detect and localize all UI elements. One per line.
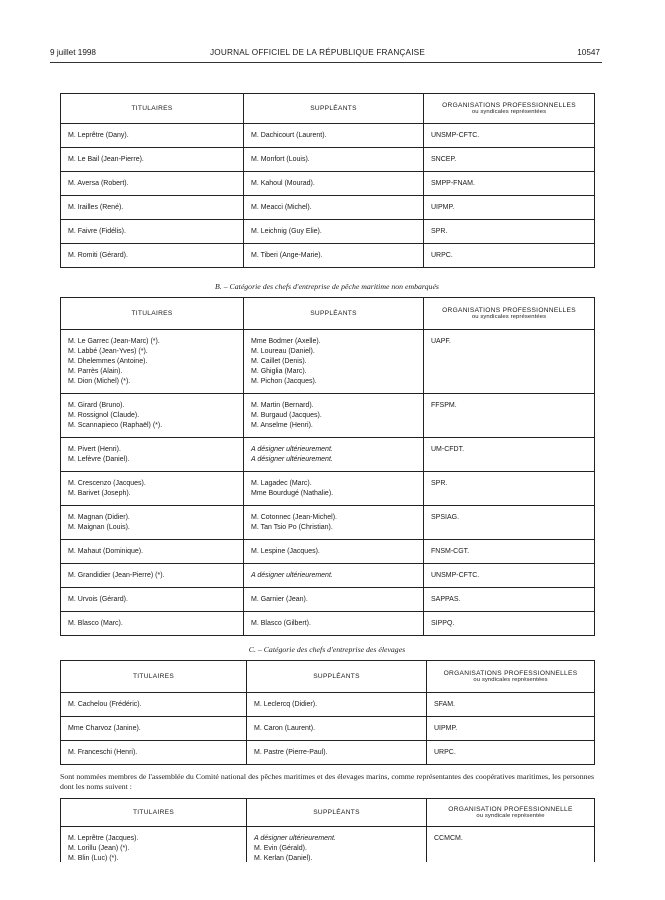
suppleant-name: M. Meacci (Michel). — [251, 203, 312, 211]
suppleants-cell — [244, 148, 424, 172]
col-suppleants: SUPPLÉANTS — [244, 94, 424, 124]
suppleant-name: Mme Bodmer (Axelle). — [251, 337, 321, 345]
titulaire-name: Mme Charvoz (Janine). — [68, 724, 141, 732]
col-titulaires: TITULAIRES — [61, 94, 244, 124]
titulaire-name: M. Le Garrec (Jean-Marc) (*). — [68, 337, 160, 345]
titulaire-name: M. Lefèvre (Daniel). — [68, 455, 130, 463]
organisation-cell: SAPPAS. — [424, 588, 595, 612]
organisation-cell: URPC. — [427, 741, 595, 765]
suppleants-cell — [244, 330, 424, 394]
table-row — [61, 220, 595, 244]
page-cutoff — [0, 862, 665, 900]
suppleants-cell — [247, 693, 427, 717]
table-row — [61, 588, 595, 612]
suppleant-name: M. Tiberi (Ange-Marie). — [251, 251, 323, 259]
table-row — [61, 741, 595, 765]
header-date: 9 juillet 1998 — [50, 48, 96, 57]
table-row — [61, 196, 595, 220]
suppleants-cell — [244, 438, 424, 472]
suppleants-cell — [244, 506, 424, 540]
col-organisations: ORGANISATIONS PROFESSIONNELLES ou syndicales représentées — [424, 94, 595, 124]
titulaire-name: M. Barivet (Joseph). — [68, 489, 131, 497]
titulaires-cell — [61, 741, 247, 765]
suppleant-name: A désigner ultérieurement. — [251, 445, 333, 453]
col-organisations: ORGANISATIONS PROFESSIONNELLES ou syndicales représentées — [424, 298, 595, 330]
organisation-cell: SMPP-FNAM. — [424, 172, 595, 196]
titulaires-cell — [61, 330, 244, 394]
titulaires-cell — [61, 506, 244, 540]
table-1 — [60, 93, 595, 268]
organisation-cell: SIPPQ. — [424, 612, 595, 636]
titulaires-cell — [61, 220, 244, 244]
col-suppleants: SUPPLÉANTS — [247, 799, 427, 827]
titulaire-name: M. Girard (Bruno). — [68, 401, 125, 409]
header-journal-title: JOURNAL OFFICIEL DE LA RÉPUBLIQUE FRANÇAISE — [210, 48, 426, 57]
organisation-cell: FNSM-CGT. — [424, 540, 595, 564]
suppleant-name: M. Lagadec (Marc). — [251, 479, 312, 487]
suppleant-name: M. Anselme (Henri). — [251, 421, 313, 429]
titulaire-name: M. Magnan (Didier). — [68, 513, 130, 521]
table-row — [61, 540, 595, 564]
suppleant-name: M. Leichnig (Guy Elie). — [251, 227, 322, 235]
suppleant-name: M. Blasco (Gilbert). — [251, 619, 311, 627]
table-row — [61, 506, 595, 540]
table-row — [61, 438, 595, 472]
organisation-cell: UIPMP. — [427, 717, 595, 741]
titulaires-cell — [61, 148, 244, 172]
organisation-cell: FFSPM. — [424, 394, 595, 438]
titulaires-cell — [61, 693, 247, 717]
suppleant-name: Mme Bourdugé (Nathalie). — [251, 489, 334, 497]
col-organisations: ORGANISATIONS PROFESSIONNELLES ou syndicales représentées — [427, 661, 595, 693]
titulaire-name: M. Mahaut (Dominique). — [68, 547, 144, 555]
table-row — [61, 717, 595, 741]
organisation-cell: SFAM. — [427, 693, 595, 717]
titulaires-cell — [61, 438, 244, 472]
titulaires-cell — [61, 472, 244, 506]
titulaire-name: M. Cachelou (Frédéric). — [68, 700, 142, 708]
table-row — [61, 472, 595, 506]
suppleants-cell — [244, 172, 424, 196]
titulaire-name: M. Rossignol (Claude). — [68, 411, 140, 419]
titulaires-cell — [61, 717, 247, 741]
suppleant-name: M. Kahoul (Mourad). — [251, 179, 315, 187]
suppleant-name: M. Kerlan (Daniel). — [254, 854, 313, 862]
suppleants-cell — [244, 540, 424, 564]
organisation-cell: CCMCM. — [427, 827, 595, 871]
suppleants-cell — [244, 472, 424, 506]
titulaire-name: M. Leprêtre (Dany). — [68, 131, 129, 139]
organisation-cell: UM-CFDT. — [424, 438, 595, 472]
suppleants-cell — [244, 588, 424, 612]
suppleant-name: A désigner ultérieurement. — [251, 455, 333, 463]
suppleant-name: M. Caillet (Denis). — [251, 357, 307, 365]
suppleants-cell — [247, 717, 427, 741]
suppleant-name: A désigner ultérieurement. — [254, 834, 336, 842]
col-titulaires: TITULAIRES — [61, 799, 247, 827]
titulaires-cell — [61, 196, 244, 220]
header-rule — [50, 62, 602, 63]
table-4 — [60, 798, 595, 871]
suppleants-cell — [244, 394, 424, 438]
col-organisation: ORGANISATION PROFESSIONNELLE ou syndicale représentée — [427, 799, 595, 827]
suppleants-cell — [247, 741, 427, 765]
suppleant-name: M. Lespine (Jacques). — [251, 547, 320, 555]
titulaire-name: M. Franceschi (Henri). — [68, 748, 138, 756]
titulaires-cell — [61, 244, 244, 268]
suppleant-name: M. Monfort (Louis). — [251, 155, 310, 163]
suppleant-name: M. Ghiglia (Marc). — [251, 367, 307, 375]
organisation-cell: SPR. — [424, 472, 595, 506]
suppleant-name: A désigner ultérieurement. — [251, 571, 333, 579]
titulaire-name: M. Aversa (Robert). — [68, 179, 129, 187]
suppleants-cell — [244, 124, 424, 148]
titulaire-name: M. Maignan (Louis). — [68, 523, 130, 531]
col-suppleants: SUPPLÉANTS — [247, 661, 427, 693]
col-titulaires: TITULAIRES — [61, 661, 247, 693]
table-row — [61, 148, 595, 172]
table-2 — [60, 297, 595, 636]
titulaire-name: M. Irailles (René). — [68, 203, 124, 211]
suppleant-name: M. Pichon (Jacques). — [251, 377, 317, 385]
suppleant-name: M. Pastre (Pierre-Paul). — [254, 748, 328, 756]
suppleant-name: M. Leclercq (Didier). — [254, 700, 318, 708]
organisation-cell: SPR. — [424, 220, 595, 244]
titulaires-cell — [61, 124, 244, 148]
organisation-cell: SNCEP. — [424, 148, 595, 172]
titulaire-name: M. Le Bail (Jean-Pierre). — [68, 155, 144, 163]
organisation-cell: UAPF. — [424, 330, 595, 394]
table-row — [61, 124, 595, 148]
titulaires-cell — [61, 394, 244, 438]
titulaire-name: M. Leprêtre (Jacques). — [68, 834, 139, 842]
table-row — [61, 394, 595, 438]
col-suppleants: SUPPLÉANTS — [244, 298, 424, 330]
suppleant-name: M. Evin (Gérald). — [254, 844, 307, 852]
titulaire-name: M. Dion (Michel) (*). — [68, 377, 131, 385]
table-3 — [60, 660, 595, 765]
suppleants-cell — [244, 196, 424, 220]
table-row — [61, 172, 595, 196]
titulaire-name: M. Grandidier (Jean-Pierre) (*). — [68, 571, 165, 579]
suppleants-cell — [244, 244, 424, 268]
suppleant-name: M. Dachicourt (Laurent). — [251, 131, 327, 139]
suppleants-cell — [244, 564, 424, 588]
titulaire-name: M. Crescenzo (Jacques). — [68, 479, 146, 487]
titulaires-cell — [61, 612, 244, 636]
suppleant-name: M. Tan Tsio Po (Christian). — [251, 523, 333, 531]
titulaire-name: M. Dhelemmes (Antoine). — [68, 357, 148, 365]
caption-b: B. – Catégorie des chefs d'entreprise de pêche maritime non embarqués — [215, 282, 439, 291]
titulaire-name: M. Romiti (Gérard). — [68, 251, 128, 259]
header-page-number: 10547 — [577, 48, 600, 57]
table-row — [61, 693, 595, 717]
titulaires-cell — [61, 540, 244, 564]
suppleant-name: M. Garnier (Jean). — [251, 595, 308, 603]
titulaire-name: M. Lorillu (Jean) (*). — [68, 844, 130, 852]
table-row — [61, 612, 595, 636]
titulaire-name: M. Blasco (Marc). — [68, 619, 123, 627]
titulaire-name: M. Urvois (Gérard). — [68, 595, 128, 603]
suppleants-cell — [244, 612, 424, 636]
organisation-cell: SPSIAG. — [424, 506, 595, 540]
titulaires-cell — [61, 172, 244, 196]
titulaire-name: M. Labbé (Jean-Yves) (*). — [68, 347, 148, 355]
appointment-paragraph: Sont nommées membres de l'assemblée du Comité national des pêches maritimes et des élevages marins, comme représentantes des coopératives maritimes, les personnes dont les noms suivent : — [60, 772, 594, 791]
organisation-cell: UNSMP-CFTC. — [424, 124, 595, 148]
suppleant-name: M. Cotonnec (Jean-Michel). — [251, 513, 337, 521]
col-titulaires: TITULAIRES — [61, 298, 244, 330]
table-row — [61, 244, 595, 268]
organisation-cell: UNSMP-CFTC. — [424, 564, 595, 588]
organisation-cell: UIPMP. — [424, 196, 595, 220]
organisation-cell: URPC. — [424, 244, 595, 268]
titulaires-cell — [61, 564, 244, 588]
titulaire-name: M. Parrès (Alain). — [68, 367, 123, 375]
titulaire-name: M. Pivert (Henri). — [68, 445, 121, 453]
titulaire-name: M. Scannapieco (Raphaël) (*). — [68, 421, 163, 429]
suppleant-name: M. Loureau (Daniel). — [251, 347, 315, 355]
suppleant-name: M. Caron (Laurent). — [254, 724, 316, 732]
caption-c: C. – Catégorie des chefs d'entreprise des élevages — [248, 645, 406, 654]
suppleant-name: M. Burgaud (Jacques). — [251, 411, 322, 419]
titulaires-cell — [61, 588, 244, 612]
table-row — [61, 564, 595, 588]
table-row — [61, 330, 595, 394]
suppleant-name: M. Martin (Bernard). — [251, 401, 314, 409]
page-header — [50, 48, 600, 60]
suppleants-cell — [244, 220, 424, 244]
titulaire-name: M. Faivre (Fidélis). — [68, 227, 126, 235]
titulaire-name: M. Blin (Luc) (*). — [68, 854, 119, 862]
